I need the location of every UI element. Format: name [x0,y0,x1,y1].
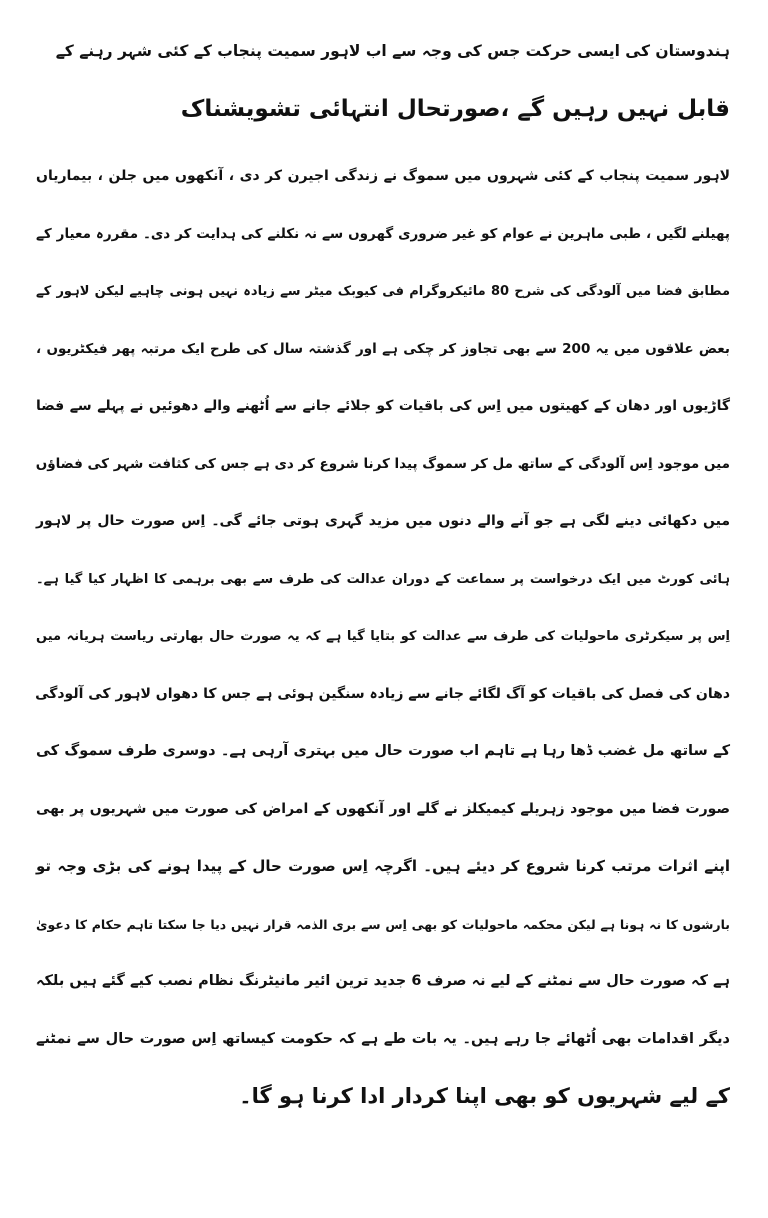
headline-line: قابل نہیں رہیں گے ،صورتحال انتہائی تشویشناک [180,96,730,122]
article-line: صورت فضا میں موجود زہریلے کیمیکلز نے گلے اور آنکھوں کے امراض کی صورت میں شہریوں پر بھی [36,800,730,817]
headline-line: ہندوستان کی ایسی حرکت جس کی وجہ سے اب لاہور سمیت پنجاب کے کئی شہر رہنے کے [55,42,730,60]
article-line: میں موجود اِس آلودگی کے ساتھ مل کر سموگ پیدا کرنا شروع کر دی ہے جس کی کثافت شہر کی فضاؤں [35,455,730,472]
headline [36,0,730,138]
article-line: ہائی کورٹ میں ایک درخواست پر سماعت کے دوران عدالت کی طرف سے بھی برہمی کا اظہار کیا گیا ہے۔ [36,571,730,587]
article-line: دیگر اقدامات بھی اُٹھائے جا رہے ہیں۔ یہ بات طے ہے کہ حکومت کیساتھ اِس صورت حال سے نمٹنے [36,1030,730,1047]
article-line: میں دکھائی دینے لگی ہے جو آنے والے دنوں میں مزید گہری ہوتی جائے گی۔ اِس صورت حال پر لاہور [36,513,730,529]
article-line: گاڑیوں اور دھان کے کھیتوں میں اِس کی باقیات کو جلائے جانے سے اُٹھنے والے دھوئیں نے پہلے سے فضا [36,398,730,414]
article-line: کے لیے شہریوں کو بھی اپنا کردار ادا کرنا ہو گا۔ [239,1084,730,1108]
article-body [36,138,730,1126]
article-line: اِس پر سیکرٹری ماحولیات کی طرف سے عدالت کو بتایا گیا ہے کہ یہ صورت حال بھارتی ریاست ہریانہ میں [36,629,730,644]
article-line: بعض علاقوں میں یہ 200 سے بھی تجاوز کر چکی ہے اور گذشتہ سال کی طرح ایک مرتبہ پھر فیکٹریوں ، [36,340,730,357]
article-line: کے ساتھ مل غضب ڈھا رہا ہے تاہم اب صورت حال میں بہتری آرہی ہے۔ دوسری طرف سموگ کی [36,743,730,759]
article-line: بارشوں کا نہ ہونا ہے لیکن محکمہ ماحولیات کو بھی اِس سے بری الذمہ قرار نہیں دیا جا سکتا تاہم حکام کا دعویٰ [36,916,730,932]
article-line: مطابق فضا میں آلودگی کی شرح 80 مائیکروگرام فی کیوبک میٹر سے زیادہ نہیں ہونی چاہیے لیکن لاہور کے [36,284,730,299]
article-line: پھیلنے لگیں ، طبی ماہرین نے عوام کو غیر ضروری گھروں سے نہ نکلنے کی ہدایت کر دی۔ مقررہ معیار کے [36,225,730,242]
article-line: دھان کی فصل کی باقیات کو آگ لگائے جانے سے زیادہ سنگین ہوئی ہے جس کا دھواں لاہور کی آلودگی [35,685,730,702]
article-line: اپنے اثرات مرتب کرنا شروع کر دیئے ہیں۔ اگرچہ اِس صورت حال کے پیدا ہونے کی بڑی وجہ تو [36,857,730,875]
article-line: ہے کہ صورت حال سے نمٹنے کے لیے نہ صرف 6 جدید ترین ائیر مانیٹرنگ نظام نصب کیے گئے ہیں بلکہ [36,973,730,989]
article-line: لاہور سمیت پنجاب کے کئی شہروں میں سموگ نے زندگی اجیرن کر دی ، آنکھوں میں جلن ، بیماریاں [36,168,730,184]
